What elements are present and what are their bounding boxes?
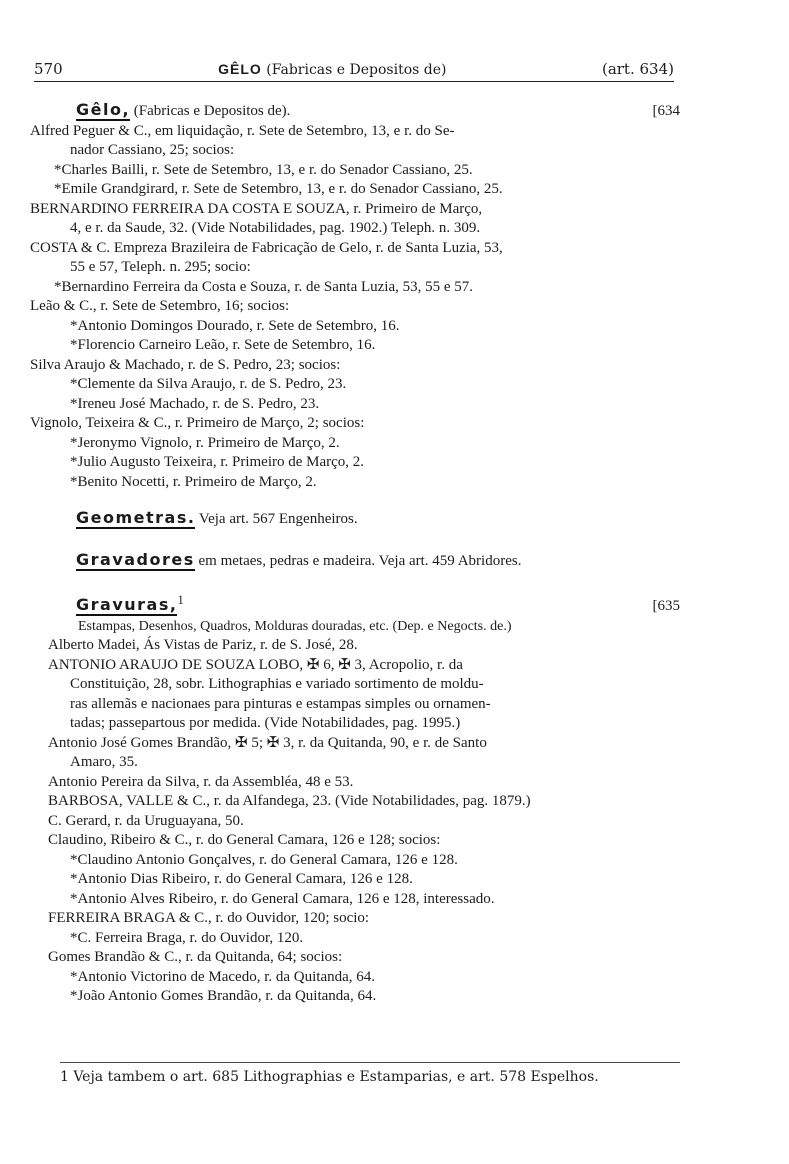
list-item: *Emile Grandgirard, r. Sete de Setembro, 13, e r. do Senador Cassiano, 25. bbox=[54, 181, 503, 197]
list-item: Amaro, 35. bbox=[70, 754, 138, 770]
list-item: BARBOSA, VALLE & C., r. da Alfandega, 23. (Vide Notabilidades, pag. 1879.) bbox=[48, 793, 531, 809]
list-item: *Ireneu José Machado, r. de S. Pedro, 23. bbox=[70, 395, 320, 412]
list-item: Constituição, 28, sobr. Lithographias e variado sortimento de moldu- bbox=[70, 676, 484, 692]
list-item: *C. Ferreira Braga, r. do Ouvidor, 120. bbox=[70, 929, 304, 946]
list-item: FERREIRA BRAGA & C., r. do Ouvidor, 120; socio: bbox=[48, 910, 370, 926]
footnote: 1 Veja tambem o art. 685 Lithographias e Estamparias, e art. 578 Espelhos. bbox=[60, 1062, 680, 1085]
running-title bbox=[218, 61, 446, 78]
list-item: ANTONIO ARAUJO DE SOUZA LOBO, ✠ 6, ✠ 3, Acropolio, r. da bbox=[48, 656, 463, 673]
list-item: *Antonio Alves Ribeiro, r. do General Camara, 126 e 128, interessado. bbox=[70, 890, 495, 907]
section-geometras bbox=[30, 508, 680, 530]
list-item: *Julio Augusto Teixeira, r. Primeiro de Março, 2. bbox=[70, 454, 365, 470]
section-gelo bbox=[30, 100, 680, 492]
running-title-rest: (Fabricas e Depositos de) bbox=[266, 62, 447, 78]
footnote-marker: 1 bbox=[177, 593, 184, 607]
list-item: *Florencio Carneiro Leão, r. Sete de Setembro, 16. bbox=[70, 337, 376, 353]
section-gravuras bbox=[30, 591, 680, 1007]
list-item: *Claudino Antonio Gonçalves, r. do General Camara, 126 e 128. bbox=[70, 851, 458, 868]
section-geometras-title: Geometras. bbox=[76, 508, 196, 527]
list-item: C. Gerard, r. da Uruguayana, 50. bbox=[48, 812, 244, 829]
section-gravadores-title: Gravadores bbox=[76, 549, 195, 569]
list-item: *Antonio Dias Ribeiro, r. do General Camara, 126 e 128. bbox=[70, 871, 413, 887]
list-item: *Charles Bailli, r. Sete de Setembro, 13, e r. do Senador Cassiano, 25. bbox=[54, 161, 473, 178]
list-item: *Benito Nocetti, r. Primeiro de Março, 2. bbox=[70, 473, 317, 490]
list-item: Vignolo, Teixeira & C., r. Primeiro de Março, 2; socios: bbox=[30, 415, 365, 431]
list-item: ras allemãs e nacionaes para pinturas e estampas simples ou ornamen- bbox=[70, 695, 491, 712]
section-geometras-note: Veja art. 567 Engenheiros. bbox=[198, 511, 358, 527]
list-item: *Antonio Domingos Dourado, r. Sete de Setembro, 16. bbox=[70, 317, 400, 334]
list-item: *Antonio Victorino de Macedo, r. da Quitanda, 64. bbox=[70, 968, 376, 985]
running-header bbox=[34, 60, 674, 82]
list-item: tadas; passepartous por medida. (Vide Notabilidades, pag. 1995.) bbox=[70, 715, 461, 731]
section-gravadores bbox=[30, 550, 680, 572]
list-item: Gomes Brandão & C., r. da Quitanda, 64; socios: bbox=[48, 949, 343, 965]
section-gelo-subtitle: (Fabricas e Depositos de). bbox=[133, 103, 291, 119]
list-item: *Jeronymo Vignolo, r. Primeiro de Março, 2. bbox=[70, 434, 340, 451]
running-title-bold: GÊLO bbox=[218, 61, 262, 77]
section-gravuras-heading bbox=[30, 591, 680, 617]
section-gravuras-subtitle: Estampas, Desenhos, Quadros, Molduras douradas, etc. (Dep. e Negocts. de.) bbox=[78, 618, 512, 634]
list-item: *João Antonio Gomes Brandão, r. da Quitanda, 64. bbox=[70, 988, 377, 1004]
list-item: nador Cassiano, 25; socios: bbox=[70, 142, 235, 158]
section-gelo-heading bbox=[30, 100, 680, 122]
section-gelo-number: [634 bbox=[652, 103, 680, 119]
list-item: *Clemente da Silva Araujo, r. de S. Pedro, 23. bbox=[70, 376, 347, 392]
list-item: Claudino, Ribeiro & C., r. do General Camara, 126 e 128; socios: bbox=[48, 832, 441, 848]
section-gravadores-note: em metaes, pedras e madeira. Veja art. 459 Abridores. bbox=[198, 552, 522, 569]
list-item: Alberto Madei, Ás Vistas de Pariz, r. de S. José, 28. bbox=[48, 637, 358, 653]
list-item: Leão & C., r. Sete de Setembro, 16; socios: bbox=[30, 298, 290, 314]
list-item: Silva Araujo & Machado, r. de S. Pedro, 23; socios: bbox=[30, 356, 341, 373]
list-item: BERNARDINO FERREIRA DA COSTA E SOUZA, r. Primeiro de Março, bbox=[30, 200, 483, 217]
article-ref: (art. 634) bbox=[601, 60, 674, 78]
section-gelo-title: Gêlo, bbox=[76, 100, 131, 119]
page-body bbox=[30, 100, 680, 1007]
list-item: Alfred Peguer & C., em liquidação, r. Sete de Setembro, 13, e r. do Se- bbox=[30, 122, 455, 139]
list-item: Antonio Pereira da Silva, r. da Assembléa, 48 e 53. bbox=[48, 773, 354, 790]
list-item: COSTA & C. Emprezа Brazileira de Fabricação de Gelo, r. de Santa Luzia, 53, bbox=[30, 239, 503, 256]
page-number: 570 bbox=[34, 60, 63, 78]
list-item: *Bernardino Ferreira da Costa e Souza, r. de Santa Luzia, 53, 55 e 57. bbox=[54, 278, 474, 295]
section-gravuras-number: [635 bbox=[652, 598, 680, 614]
list-item: 4, e r. da Saude, 32. (Vide Notabilidades, pag. 1902.) Teleph. n. 309. bbox=[70, 220, 481, 236]
list-item: Antonio José Gomes Brandão, ✠ 5; ✠ 3, r. da Quitanda, 90, e r. de Santo bbox=[48, 734, 487, 751]
section-gravuras-title: Gravuras, bbox=[76, 595, 178, 614]
list-item: 55 e 57, Teleph. n. 295; socio: bbox=[70, 259, 251, 275]
